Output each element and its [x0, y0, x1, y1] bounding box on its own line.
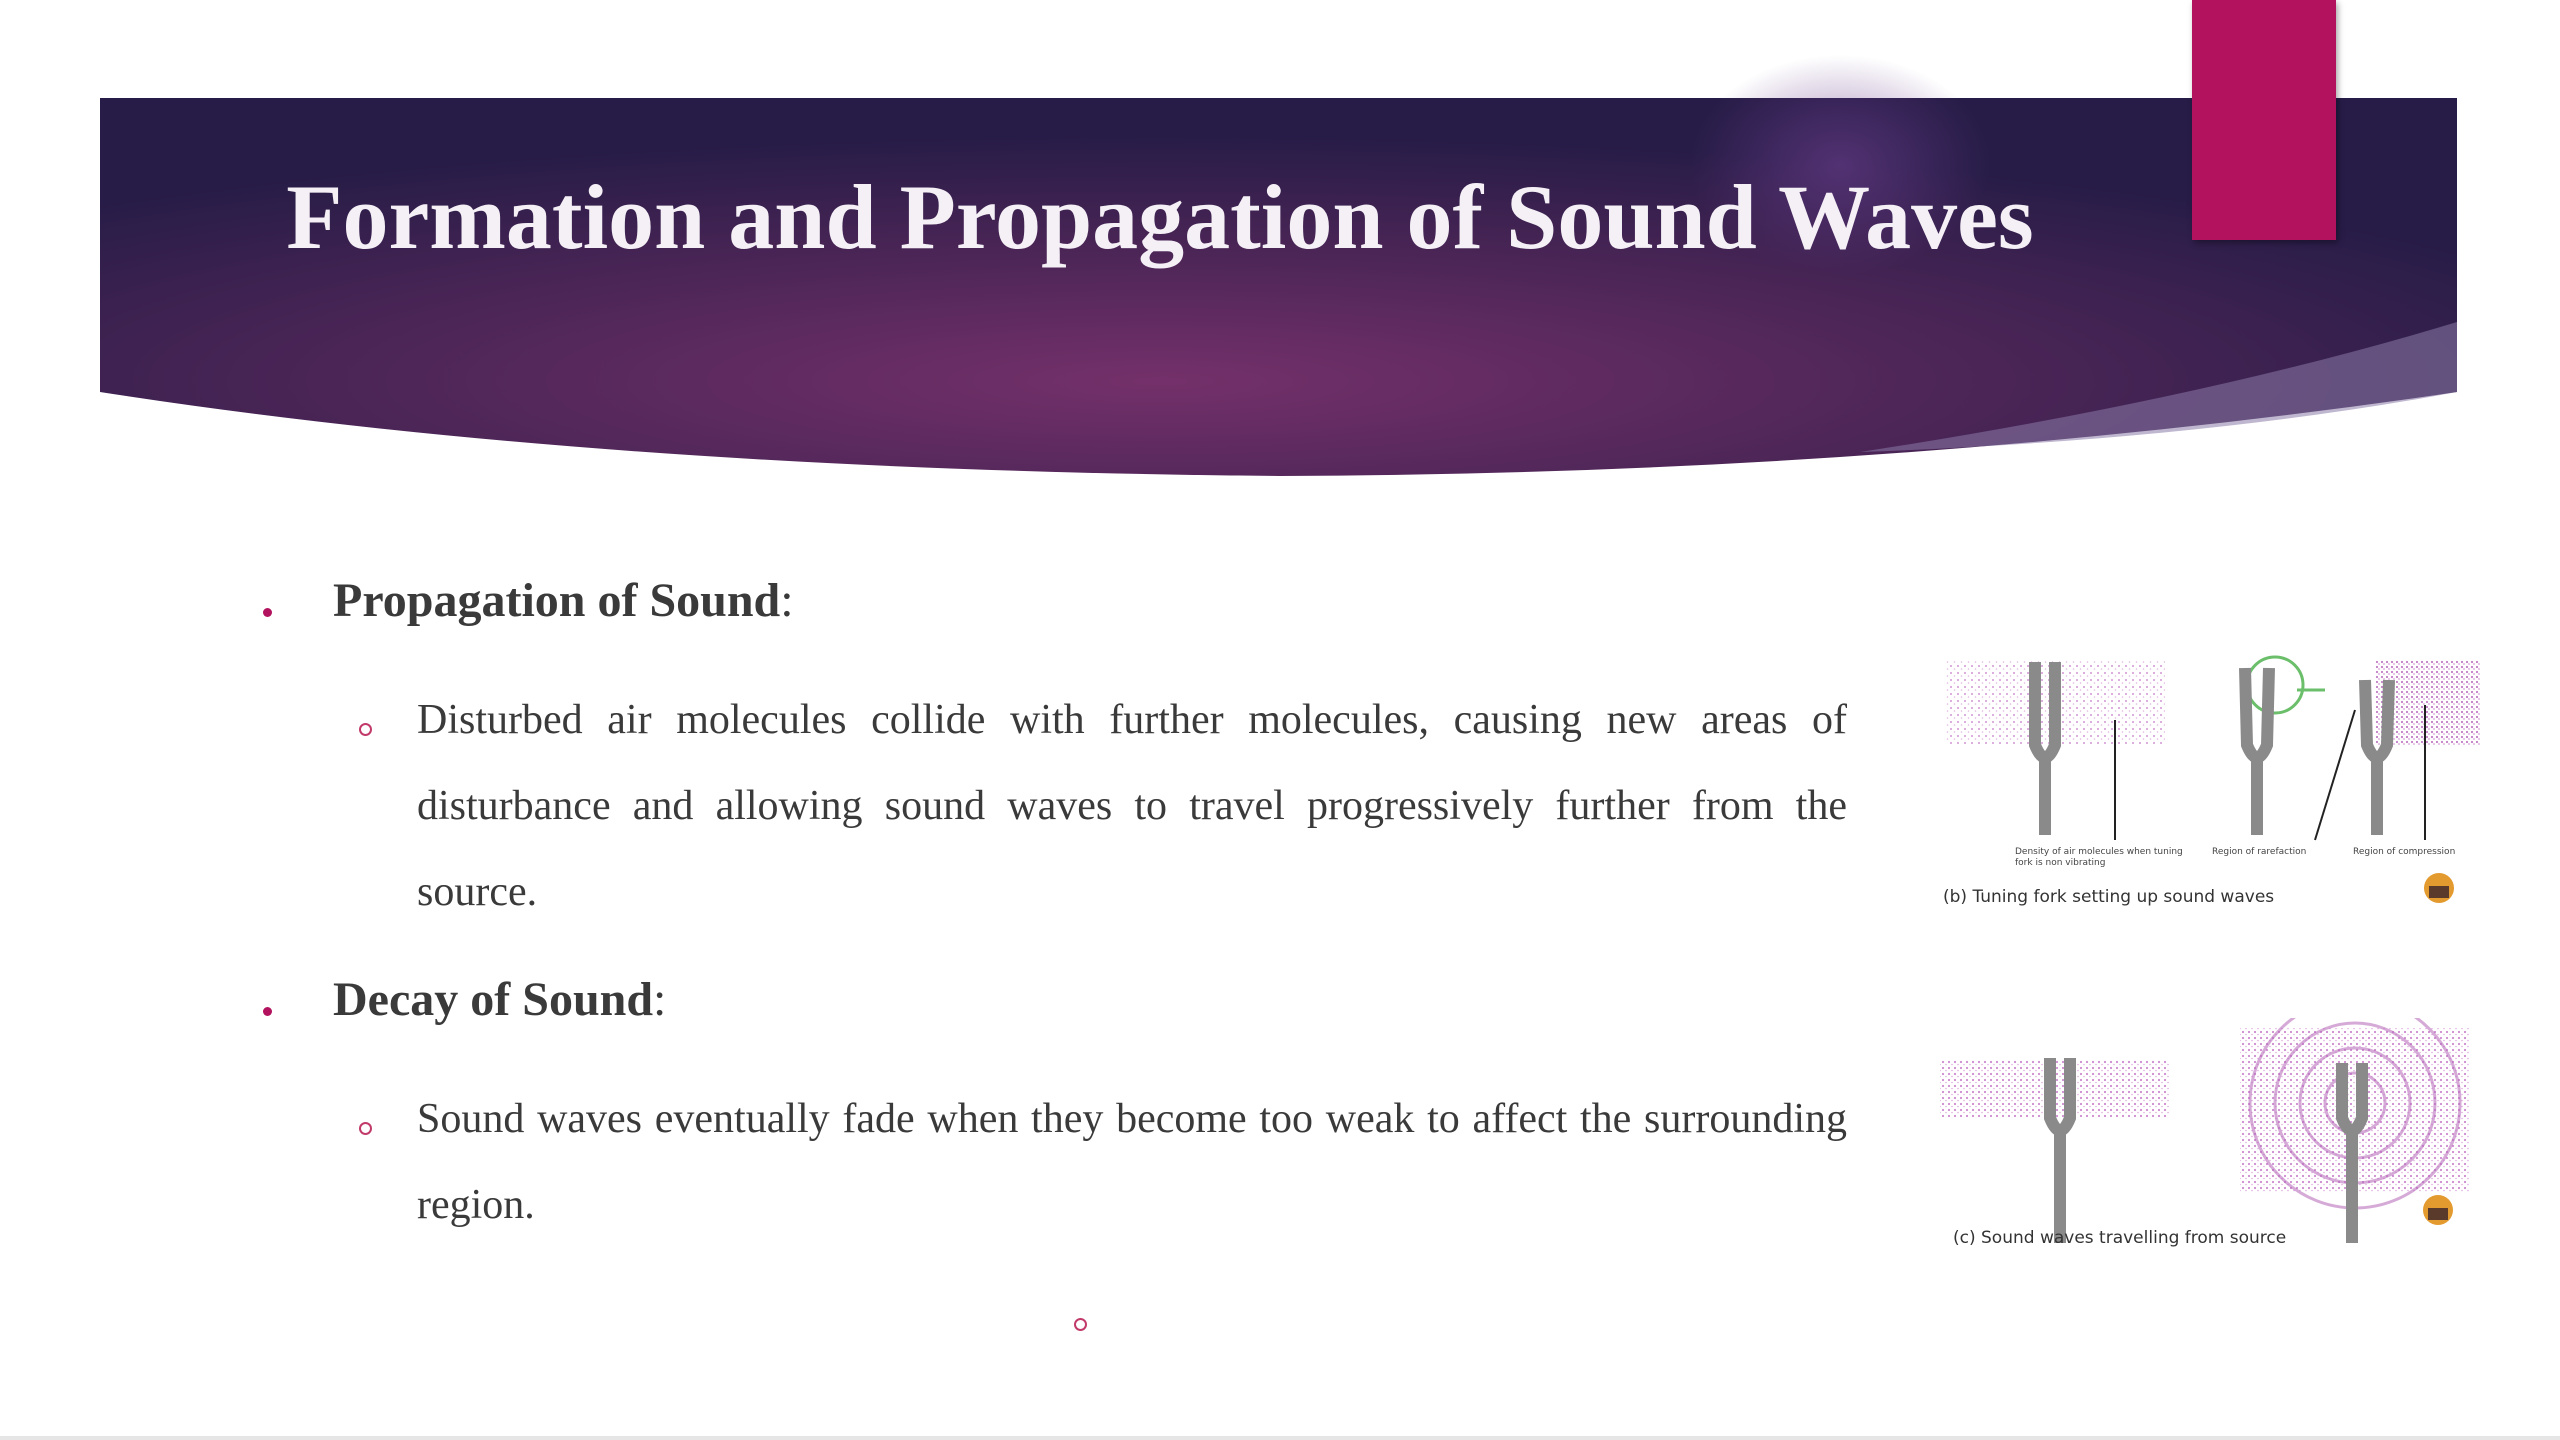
empty-bullet-marker	[1074, 1318, 1087, 1331]
bullet-heading-colon: :	[780, 574, 794, 627]
sound-wave-illustration	[1935, 1018, 2485, 1258]
sub-bullet-text: Disturbed air molecules collide with further molecules, causing new areas of disturbance and allowing sound waves to travel progressively further from the source.	[417, 697, 1847, 915]
bullet-heading-text: Propagation of Sound	[333, 574, 781, 627]
figure-label: Density of air molecules when tuning fork is non vibrating	[2015, 847, 2183, 868]
sub-bullet-text: Sound waves eventually fade when they become too weak to affect the surrounding region.	[417, 1096, 1847, 1228]
figure-caption: (c) Sound waves travelling from source	[1953, 1228, 2287, 1248]
bullet-marker	[263, 1007, 272, 1016]
tuning-fork-illustration	[1935, 650, 2485, 925]
tuning-fork-figure-c	[1935, 1018, 2485, 1258]
figure-label: Region of compression	[2353, 847, 2456, 857]
bullet-heading	[333, 573, 794, 628]
bullet-marker	[263, 608, 272, 617]
tuning-fork-figure-b	[1935, 650, 2485, 925]
sub-bullet-marker	[359, 1122, 372, 1135]
bullet-heading	[333, 972, 666, 1027]
figure-label: Region of rarefaction	[2212, 847, 2307, 857]
bottom-border	[0, 1436, 2560, 1440]
slide-title: Formation and Propagation of Sound Waves	[286, 166, 2034, 268]
sub-bullet-marker	[359, 723, 372, 736]
bullet-heading-text: Decay of Sound	[333, 973, 654, 1026]
bullet-heading-colon: :	[653, 973, 667, 1026]
figure-caption: (b) Tuning fork setting up sound waves	[1943, 887, 2275, 907]
accent-tab	[2192, 0, 2336, 240]
